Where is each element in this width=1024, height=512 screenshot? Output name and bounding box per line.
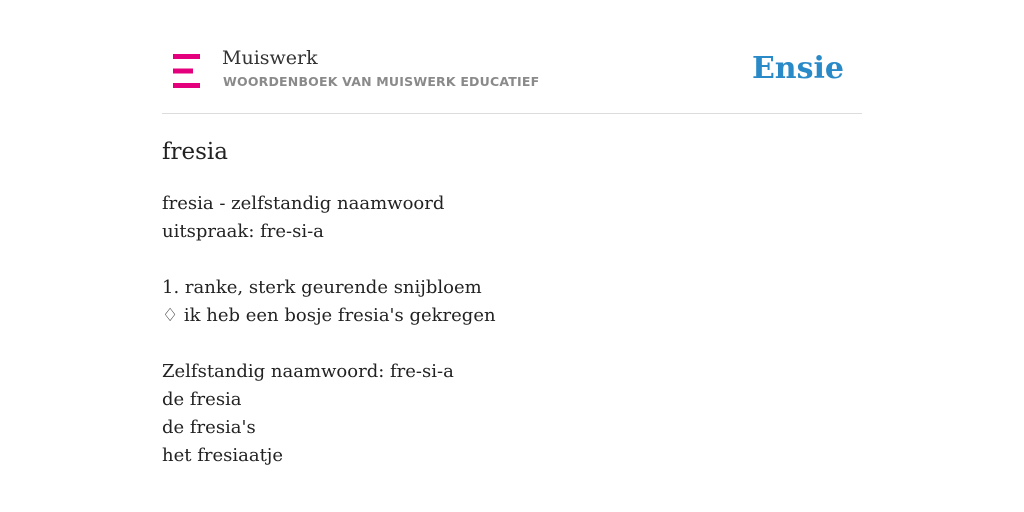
header [162,0,862,114]
definition-line: het fresiaatje [162,445,284,466]
definition-body [162,190,496,470]
brand-name[interactable]: Muiswerk [222,47,318,69]
definition-line: ♢ ik heb een bosje fresia's gekregen [162,305,496,326]
definition-line: 1. ranke, sterk geurende snijbloem [162,277,482,298]
muiswerk-e-icon[interactable] [173,54,200,88]
brand-subtitle: WOORDENBOEK VAN MUISWERK EDUCATIEF [223,74,540,89]
page-container [162,0,862,512]
ensie-logo[interactable]: Ensie [751,51,844,86]
definition-line [162,330,496,358]
definition-line: uitspraak: fre-si-a [162,221,324,242]
definition-line: fresia - zelfstandig naamwoord [162,193,445,214]
word-title: fresia [162,139,228,165]
definition-line [162,246,496,274]
definition-line: de fresia's [162,417,256,438]
definition-line: de fresia [162,389,242,410]
definition-line: Zelfstandig naamwoord: fre-si-a [162,361,454,382]
